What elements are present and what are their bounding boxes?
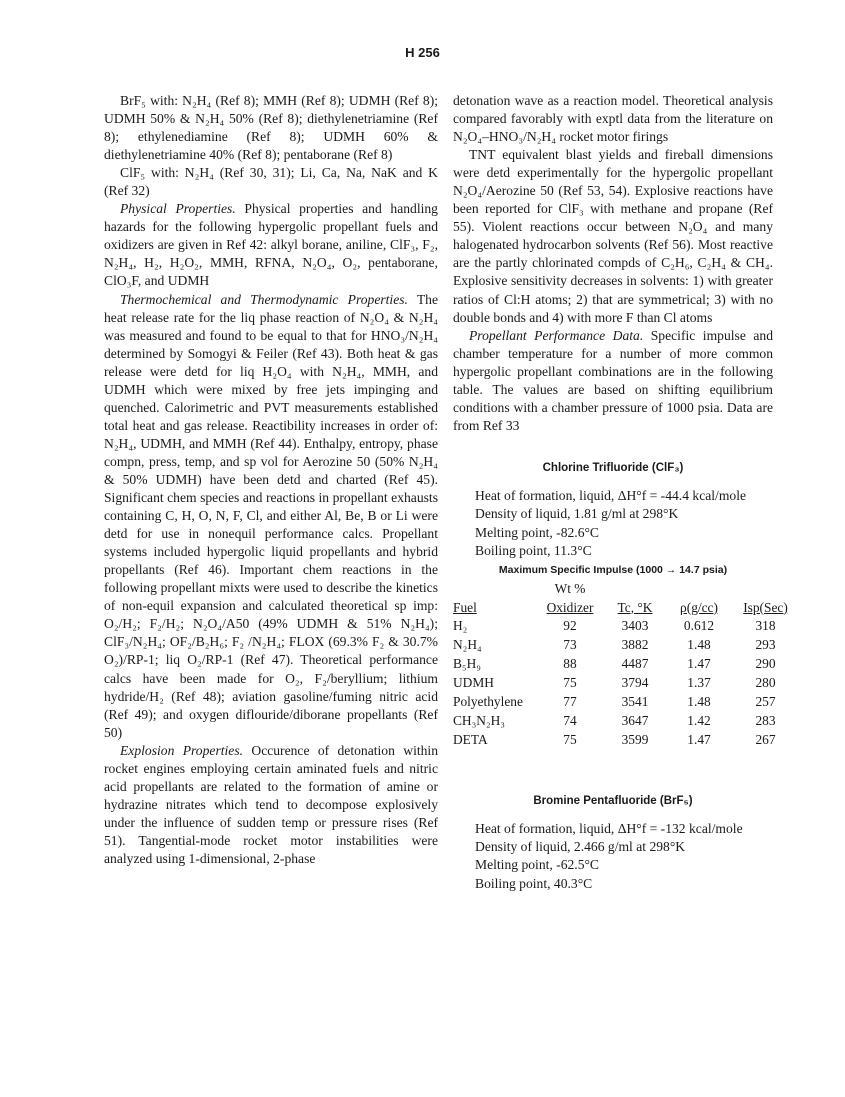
oxidizer-header: Oxidizer bbox=[546, 599, 594, 615]
clf3-melting-point: Melting point, -82.6°C bbox=[475, 524, 600, 540]
paragraph-performance-data: Propellant Performance Data. Specific impulse and chamber temperature for a number of more common hypergolic propellant combinations are in the following table. The values are based on shifting equilibrium conditions with a chamber pressure of 1000 psia. Data are from Ref 33 bbox=[453, 327, 773, 433]
page-number: H 256 bbox=[405, 45, 440, 60]
table-row: N₂H₄ 73 3882 1.48 293 bbox=[453, 637, 776, 653]
paragraph-thermochemical: Thermochemical and Thermodynamic Properties. The heat release rate for the liq phase reaction of N₂O₄ & N₂H₄ was measured and found to be equal to that for HNO₃/N₂H₄ determined by Somogyi & Feiler (Ref 43). Both heat & gas release were detd for liq H₂O₄ with N₂H₄, MMH, and UDMH which were mixed by free jets impinging and quenched. Calorimetric and PVT measurements established total heat and gas release. Reactibility increases in order of: N₂H₄, UDMH, and MMH (Ref 44). Enthalpy, entropy, phase compn, press, temp, and sp vol for Aerozine 50 (50% N₂H₄ & 50% UDMH) have been detd and charted (Ref 45). Significant chem species and reactions in propellant exhausts containing C, H, O, N, F, Cl, and either Al, Be, B or Li were detd for use in nonequil performance calcs. Propellant systems included hypergolic liquid propellants and hybrid propellants (Ref 46). Important chem reactions in the following propellant mixts were used to describe the kinetics of non-equil expansion and calculated theoretical sp imp: O₂/H₂; F₂/H₂; N₂O₄/A50 (49% UDMH & 51% N₂H₄); ClF₃/N₂H₄; OF₂/B₂H₆; F₂ /N₂H₄; FLOX (69.3% F₂ & 30.7% O₂)/RP-1; liq O₂/RP-1 (Ref 47). Theoretical performance calcs have been made for O₂, F₂/beryllium; lithium hydride/H₂ (Ref 48); aviation gasoline/fuming nitric acid (Ref 49); and oxygen diflouride/diborane propellants (Ref 50) bbox=[104, 291, 438, 740]
brf5-melting-point: Melting point, -62.5°C bbox=[475, 857, 600, 873]
section-heading: Thermochemical and Thermodynamic Properties. bbox=[120, 291, 408, 307]
paragraph-clf5: ClF₅ with: N₂H₄ (Ref 30, 31); Li, Ca, Na, NaK and K (Ref 32) bbox=[104, 165, 438, 199]
table-row: CH₃N₂H₃ 74 3647 1.42 283 bbox=[453, 713, 776, 729]
brf5-boiling-point: Boiling point, 40.3°C bbox=[475, 875, 593, 891]
table-row: H₂ 92 3403 0.612 318 bbox=[453, 618, 776, 634]
brf5-density: Density of liquid, 2.466 g/ml at 298°K bbox=[475, 839, 686, 855]
right-column bbox=[453, 92, 788, 893]
paragraph-tnt-equivalent: TNT equivalent blast yields and fireball dimensions were detd experimentally for the hypergolic propellant N₂O₄/Aerozine 50 (Ref 53, 54). Explosive reactions have been reported for ClF₃ with methane and propane (Ref 55). Violent reactions occur between N₂O₄ and many halogenated hydrocarbon solvents (Ref 56). Most reactive are the partly chlorinated compds of C₂H₆, C₂H₄ & CH₄. Explosive sensitivity decreases in solvents: 1) with greater ratios of Cl:H atoms; 2) that are symmetrical; 3) with no double bonds and 4) with more F than Cl atoms bbox=[453, 147, 773, 325]
paragraph-detonation-continued: detonation wave as a reaction model. Theoretical analysis compared favorably with exptl data from the literature on N₂O₄–HNO₃/N₂H₄ rocket motor firings bbox=[453, 93, 773, 145]
tc-header: Tc, °K bbox=[617, 599, 653, 615]
section-heading: Physical Properties. bbox=[120, 201, 236, 217]
table-row: Polyethylene 77 3541 1.48 257 bbox=[453, 694, 776, 710]
brf5-title: Bromine Pentafluoride (BrF₅) bbox=[533, 794, 693, 807]
isp-header: Isp(Sec) bbox=[743, 599, 788, 615]
isp-table-caption: Maximum Specific Impulse (1000 → 14.7 psia) bbox=[498, 563, 728, 576]
clf3-heat-of-formation: Heat of formation, liquid, ΔH°f = -44.4 kcal/mole bbox=[475, 487, 746, 503]
paragraph-brf5: BrF₅ with: N₂H₄ (Ref 8); MMH (Ref 8); UDMH (Ref 8); UDMH 50% & N₂H₄ 50% (Ref 8); diethylenetriamine (Ref 8); ethylenediamine (Ref 8); UDMH 60% & diethylenetriamine 40% (Ref 8); pentaborane (Ref 8) bbox=[104, 93, 438, 163]
wt-pct-header: Wt % bbox=[554, 580, 586, 596]
left-column bbox=[104, 92, 438, 868]
clf3-boiling-point: Boiling point, 11.3°C bbox=[475, 543, 592, 559]
isp-table bbox=[453, 579, 798, 750]
fuel-header: Fuel bbox=[453, 599, 477, 615]
table-row: B₅H₉ 88 4487 1.47 290 bbox=[453, 656, 776, 672]
table-row: DETA 75 3599 1.47 267 bbox=[453, 732, 776, 748]
rho-header: ρ(g/cc) bbox=[680, 599, 718, 615]
section-heading: Explosion Properties. bbox=[120, 742, 244, 758]
section-heading: Propellant Performance Data. bbox=[469, 327, 644, 343]
paragraph-explosion-properties: Explosion Properties. Occurence of detonation within rocket engines employing certain aminated fuels and nitric acid propellants are related to the formation of amine or hydrazine nitrates which tend to decompose explosively under the influence of sudden temp or pressure rises (Ref 51). Tangential-mode rocket motor instabilities were analyzed using 1-dimensional, 2-phase bbox=[104, 742, 438, 866]
table-row: UDMH 75 3794 1.37 280 bbox=[453, 675, 776, 691]
brf5-heat-of-formation: Heat of formation, liquid, ΔH°f = -132 kcal/mole bbox=[475, 820, 743, 836]
clf3-density: Density of liquid, 1.81 g/ml at 298°K bbox=[475, 506, 679, 522]
paragraph-physical-properties: Physical Properties. Physical properties and handling hazards for the following hypergolic propellant fuels and oxidizers are given in Ref 42: alkyl borane, aniline, ClF₃, F₂, N₂H₄, H₂, H₂O₂, MMH, RFNA, N₂O₄, O₂, pentaborane, ClO₃F, and UDMH bbox=[104, 201, 438, 289]
clf3-title: Chlorine Trifluoride (ClF₃) bbox=[542, 461, 684, 474]
